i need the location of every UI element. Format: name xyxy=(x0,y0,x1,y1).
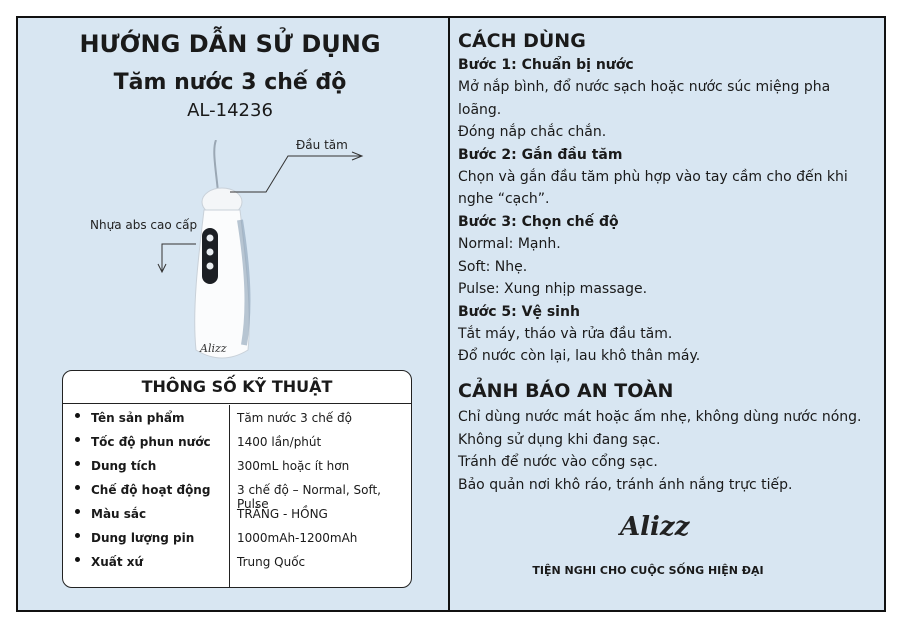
step1-line: Mở nắp bình, đổ nước sạch hoặc nước súc miệng pha xyxy=(458,79,831,95)
warning-line: Chỉ dùng nước mát hoặc ấm nhẹ, không dùng nước nóng. xyxy=(458,408,862,425)
callout-tip-label: Đầu tăm xyxy=(296,138,348,152)
spec-key: Tên sản phẩm xyxy=(91,411,185,425)
step3-title: Bước 3: Chọn chế độ xyxy=(458,213,619,230)
device-logo: Alizz xyxy=(200,342,227,355)
warning-line: Tránh để nước vào cổng sạc. xyxy=(458,454,658,471)
step1-line: Đóng nắp chắc chắn. xyxy=(458,124,607,141)
spec-row xyxy=(63,431,411,455)
callout-body-label: Nhựa abs cao cấp xyxy=(90,218,198,232)
warning-heading: CẢNH BÁO AN TOÀN xyxy=(458,379,674,402)
bullet-icon xyxy=(75,413,80,418)
column-divider xyxy=(448,16,450,610)
spec-row xyxy=(63,407,411,431)
spec-key: Màu sắc xyxy=(91,507,147,521)
step2-line: Chọn và gắn đầu tăm phù hợp vào tay cầm cho đến khi xyxy=(458,168,848,185)
warning-line: Bảo quản nơi khô ráo, tránh ánh nắng trực tiếp. xyxy=(458,476,793,493)
bullet-icon xyxy=(75,533,80,538)
spec-value: Trung Quốc xyxy=(237,555,306,569)
brand-slogan: TIỆN NGHI CHO CUỘC SỐNG HIỆN ĐẠI xyxy=(532,564,764,577)
bullet-icon xyxy=(75,557,80,562)
spec-value: 3 chế độ – Normal, Soft, Pulse xyxy=(237,483,381,511)
bullet-icon xyxy=(75,485,80,490)
spec-row xyxy=(63,527,411,551)
bullet-icon xyxy=(75,509,80,514)
spec-row xyxy=(63,479,411,511)
step5-line: Tắt máy, tháo và rửa đầu tăm. xyxy=(458,325,673,342)
step1-title: Bước 1: Chuẩn bị nước xyxy=(458,57,634,73)
specs-heading: THÔNG SỐ KỸ THUẬT xyxy=(63,371,411,404)
step3-line: Pulse: Xung nhịp massage. xyxy=(458,281,648,298)
usage-heading: CÁCH DÙNG xyxy=(458,30,586,52)
warning-line: Không sử dụng khi đang sạc. xyxy=(458,431,661,448)
step3-line: Normal: Mạnh. xyxy=(458,235,561,252)
water-flosser-illustration xyxy=(182,140,262,370)
spec-key: Tốc độ phun nước xyxy=(91,435,211,449)
step3-line: Soft: Nhẹ. xyxy=(458,258,528,275)
product-name: Tăm nước 3 chế độ xyxy=(113,70,347,95)
spec-value: 300mL hoặc ít hơn xyxy=(237,459,350,473)
spec-key: Xuất xứ xyxy=(91,555,144,569)
spec-row xyxy=(63,503,411,527)
bullet-icon xyxy=(75,461,80,466)
specs-card xyxy=(62,370,412,588)
guide-title: HƯỚNG DẪN SỬ DỤNG xyxy=(79,30,381,58)
step2-line: nghe “cạch”. xyxy=(458,191,550,208)
spec-key: Dung tích xyxy=(91,459,157,473)
spec-value: 1000mAh-1200mAh xyxy=(237,531,358,545)
spec-key: Dung lượng pin xyxy=(91,531,195,545)
spec-value: Tăm nước 3 chế độ xyxy=(237,411,352,425)
step1-line: loãng. xyxy=(458,101,502,118)
spec-value: TRẮNG - HỒNG xyxy=(237,507,328,521)
step2-title: Bước 2: Gắn đầu tăm xyxy=(458,146,623,163)
model-number: AL-14236 xyxy=(187,100,273,121)
brand-logo: Alizz xyxy=(620,512,690,542)
instructions-column xyxy=(458,28,878,496)
spec-row xyxy=(63,551,411,575)
step5-line: Đổ nước còn lại, lau khô thân máy. xyxy=(458,348,701,365)
step5-title: Bước 5: Vệ sinh xyxy=(458,303,580,320)
bullet-icon xyxy=(75,437,80,442)
spec-key: Chế độ hoạt động xyxy=(91,483,211,497)
spec-row xyxy=(63,455,411,479)
specs-table xyxy=(63,404,411,575)
spec-value: 1400 lần/phút xyxy=(237,435,322,449)
